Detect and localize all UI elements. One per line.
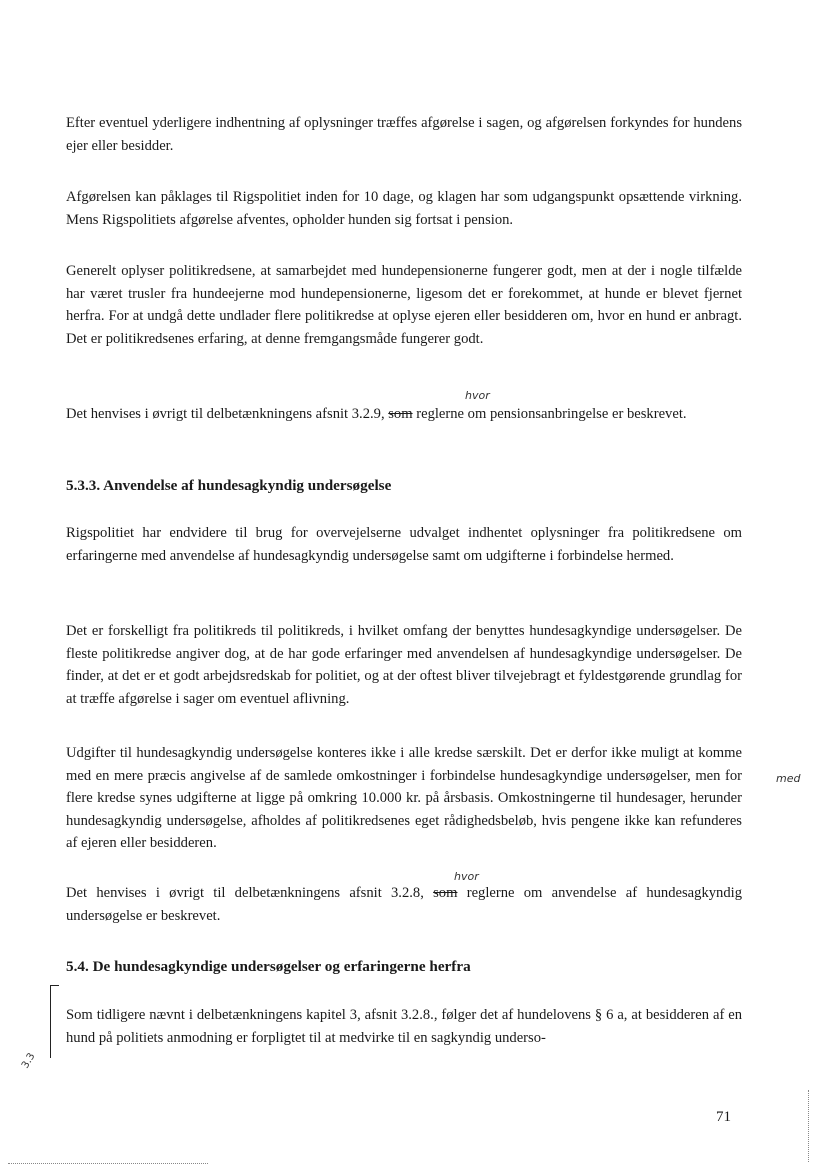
paragraph: Det er forskelligt fra politikreds til politikreds, i hvilket omfang der benyttes hundesagkyndige undersøgelser. De fleste politikredse angiver dog, at de har gode erfaringer med anvendelsen af hundesagkyndige undersøgelser. De finder, at det er et godt arbejdsredskab for politiet, og at der oftest bliver tilvejebragt et fyldestgørende grundlag for at træffe afgørelse i sager om eventuel aflivning.	[66, 623, 742, 707]
paragraph: Generelt oplyser politikredsene, at samarbejdet med hundepensionerne fungerer godt, men at der i nogle tilfælde har været trusler fra hundeejerne mod hundepensionerne, ligesom det er forekommet, at hunde er blevet fjernet herfra. For at undgå dette undlader flere politikredse at oplyse ejeren eller besidderen om, hvor en hund er anbragt. Det er politikredsenes erfaring, at denne fremgangsmåde fungerer godt.	[66, 263, 742, 347]
handwritten-margin-note	[4, 985, 54, 1085]
handwritten-annotation: hvor	[454, 870, 479, 883]
struck-word: som	[433, 885, 458, 901]
section-heading: 5.3.3. Anvendelse af hundesagkyndig undersøgelse	[66, 477, 392, 494]
paragraph-with-correction	[66, 882, 742, 927]
handwritten-margin-note: med	[776, 772, 801, 785]
handwritten-annotation: hvor	[465, 389, 490, 402]
paragraph: Afgørelsen kan påklages til Rigspolitiet inden for 10 dage, og klagen har som udgangspunkt opsættende virkning. Mens Rigspolitiets afgørelse afventes, opholder hunden sig fortsat i pension.	[66, 189, 742, 228]
paragraph: Efter eventuel yderligere indhentning af oplysninger træffes afgørelse i sagen, og afgørelsen forkyndes for hundens ejer eller besidder.	[66, 115, 742, 154]
section-heading: 5.4. De hundesagkyndige undersøgelser og erfaringerne herfra	[66, 958, 471, 975]
text-fragment: Det henvises i øvrigt til delbetænkningens afsnit 3.2.9,	[66, 406, 385, 422]
margin-note-text: 3.3	[20, 1051, 38, 1071]
scan-edge	[808, 1090, 810, 1162]
paragraph: Som tidligere nævnt i delbetænkningens kapitel 3, afsnit 3.2.8., følger det af hundelovens § 6 a, at besidderen af en hund på politiets anmodning er forpligtet til at medvirke til en sagkyndig underso-	[66, 1007, 742, 1046]
paragraph: Udgifter til hundesagkyndig undersøgelse konteres ikke i alle kredse særskilt. Det er derfor ikke muligt at komme med en mere præcis angivelse af de samlede omkostninger i forbindelse hundesagkyndige undersøgelser, men for flere kredse synes udgifterne at ligge på omkring 10.000 kr. på årsbasis. Omkostningerne til hundesager, herunder hundesagkyndig undersøgelse, afholdes af politikredsenes eget rådighedsbeløb, hvis pengene ikke kan refunderes af ejeren eller besidderen.	[66, 745, 742, 851]
paragraph: Rigspolitiet har endvidere til brug for overvejelserne udvalget indhentet oplysninger fra politikredsene om erfaringerne med anvendelse af hundesagkyndig undersøgelse samt om udgifterne i forbindelse hermed.	[66, 525, 742, 564]
text-fragment: reglerne om anvendelse af hundesagkyndig undersøgelse er beskrevet.	[66, 885, 742, 924]
paragraph-with-correction	[66, 403, 742, 426]
scan-edge	[8, 1163, 208, 1165]
text-fragment: Det henvises i øvrigt til delbetænkningens afsnit 3.2.8,	[66, 885, 424, 901]
page-number: 71	[716, 1109, 731, 1125]
struck-word: som	[388, 406, 413, 422]
text-fragment: reglerne om pensionsanbringelse er beskrevet.	[416, 406, 687, 422]
